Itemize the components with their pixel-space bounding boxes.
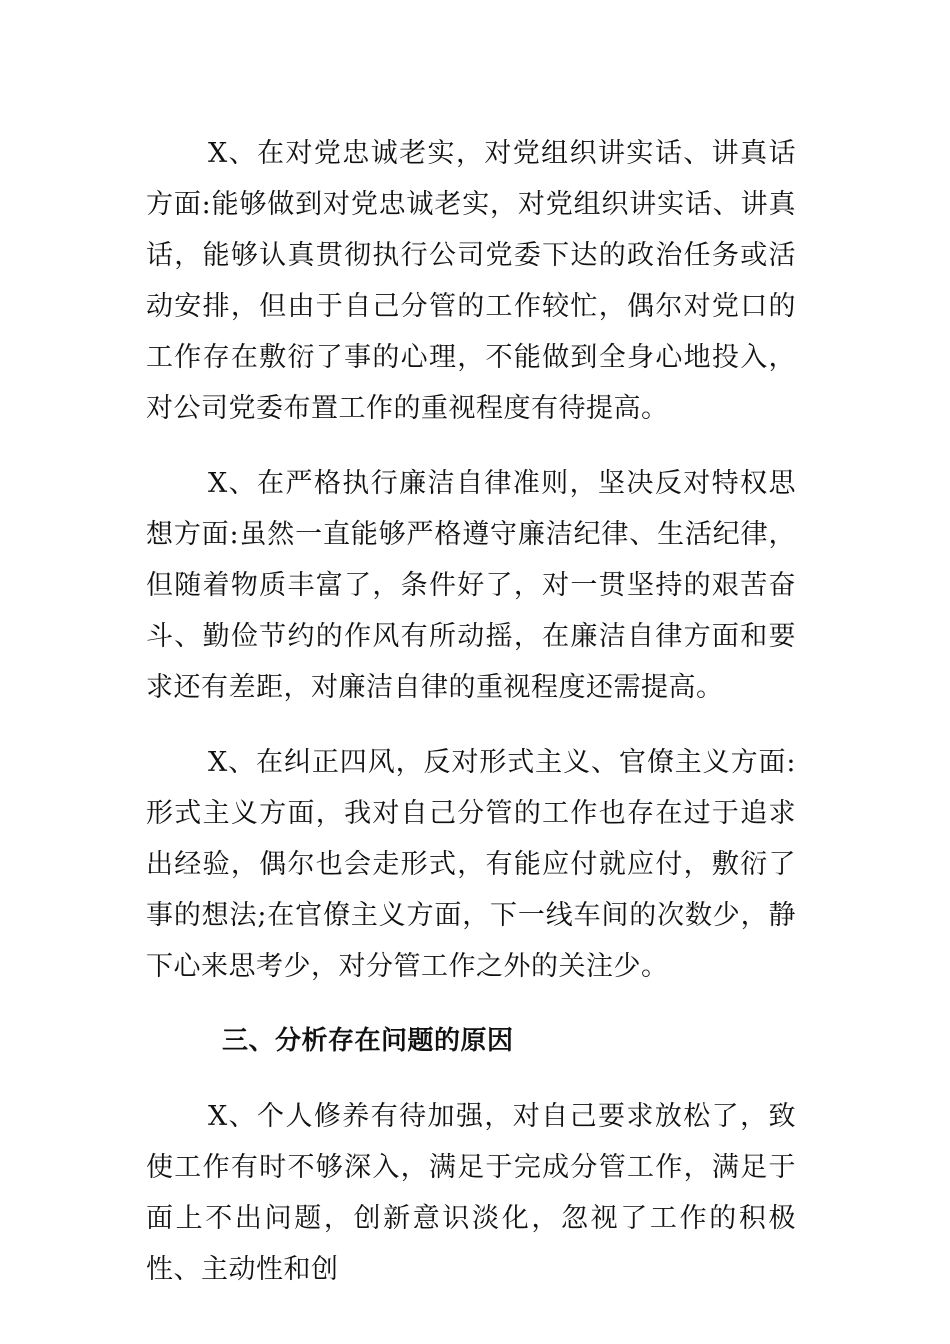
paragraph-party-loyalty: X、在对党忠诚老实，对党组织讲实话、讲真话方面:能够做到对党忠诚老实，对党组织讲实话、讲真话，能够认真贯彻执行公司党委下达的政治任务或活动安排，但由于自己分管的工作较忙，偶尔对党口的工作存在敷衍了事的心理，不能做到全身心地投入，对公司党委布置工作的重视程度有待提高。 xyxy=(146,138,796,424)
paragraph-integrity: X、在严格执行廉洁自律准则，坚决反对特权思想方面:虽然一直能够严格遵守廉洁纪律、生活纪律，但随着物质丰富了，条件好了，对一贯坚持的艰苦奋斗、勤俭节约的作风有所动摇，在廉洁自律方面和要求还有差距，对廉洁自律的重视程度还需提高。 xyxy=(146,468,796,703)
section-heading: 三、分析存在问题的原因 xyxy=(222,1026,514,1056)
paragraph-personal-cultivation: X、个人修养有待加强，对自己要求放松了，致使工作有时不够深入，满足于完成分管工作，满足于面上不出问题，创新意识淡化，忽视了工作的积极性、主动性和创 xyxy=(146,1101,796,1285)
paragraph-four-winds: X、在纠正四风，反对形式主义、官僚主义方面:形式主义方面，我对自己分管的工作也存在过于追求出经验，偶尔也会走形式，有能应付就应付，敷衍了事的想法;在官僚主义方面，下一线车间的次数少，静下心来思考少，对分管工作之外的关注少。 xyxy=(146,747,796,982)
document-body xyxy=(146,128,796,1319)
